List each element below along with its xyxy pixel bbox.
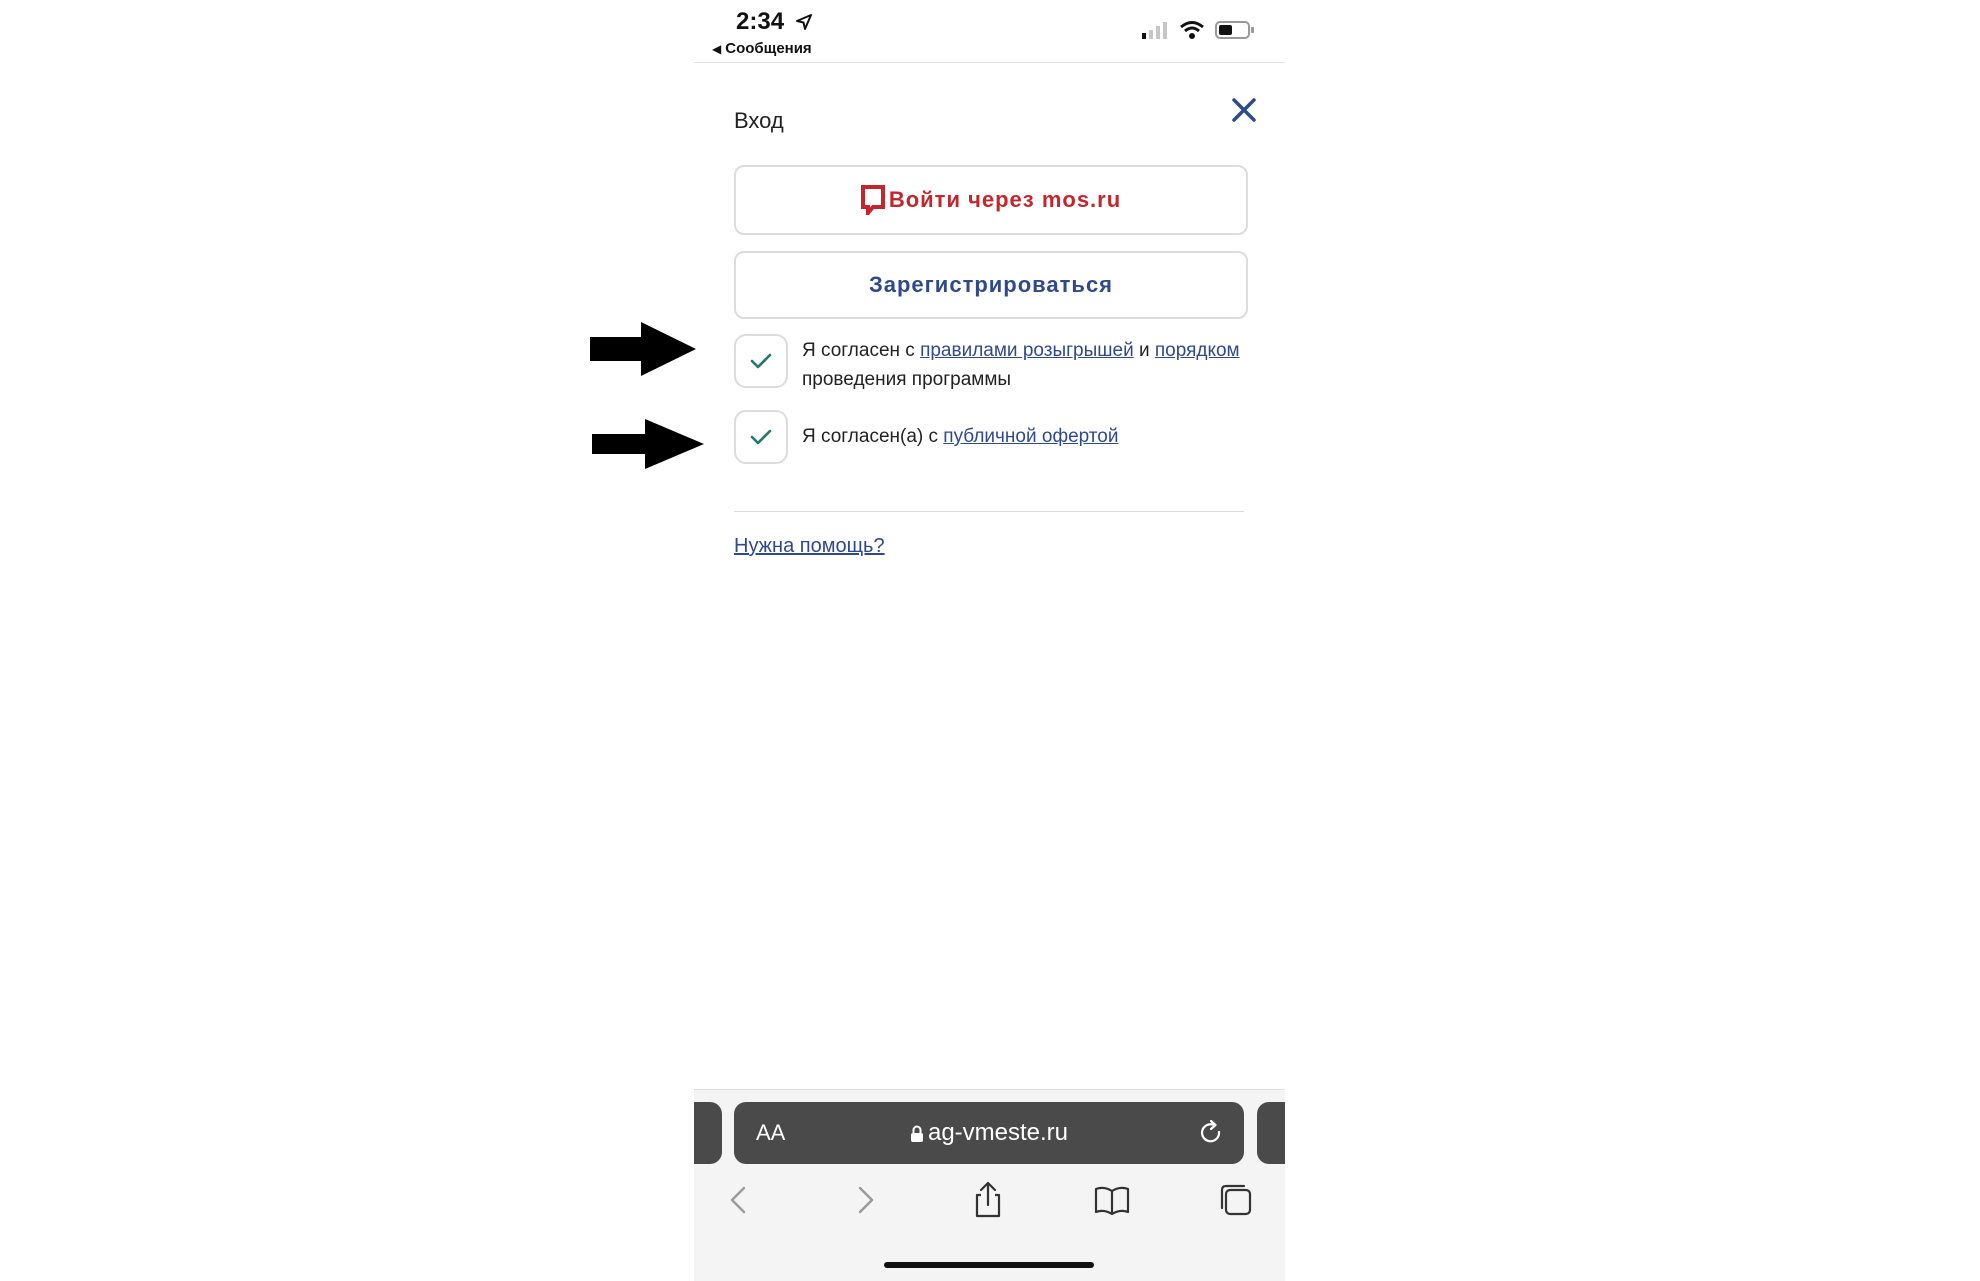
consent-offer-checkbox[interactable]: [734, 410, 788, 464]
consent-offer-before: Я согласен(а) с: [802, 426, 944, 447]
url-display[interactable]: [734, 1119, 1244, 1147]
rules-link[interactable]: правилами розыгрышей: [920, 340, 1134, 361]
url-text: ag-vmeste.ru: [927, 1119, 1069, 1146]
order-link[interactable]: порядком: [1154, 340, 1240, 361]
back-triangle-icon: ◀: [712, 42, 722, 56]
checkmark-icon: [749, 427, 773, 447]
consent-rules-row: [734, 334, 1242, 394]
status-bar: [694, 0, 1285, 63]
consent-rules-middle: и: [1133, 340, 1155, 361]
wifi-icon: [1179, 20, 1205, 40]
forward-chevron-icon[interactable]: [844, 1180, 884, 1220]
consent-rules-before: Я согласен с: [802, 340, 921, 361]
address-bar[interactable]: [734, 1102, 1244, 1164]
cellular-signal-icon: [1141, 21, 1169, 39]
browser-bottom-bar: [694, 1089, 1285, 1281]
register-label: Зарегистрироваться: [868, 272, 1114, 297]
reload-icon[interactable]: [1196, 1118, 1226, 1148]
reader-settings-button[interactable]: AA: [756, 1120, 786, 1145]
consent-rules-text: [802, 336, 1242, 394]
consent-rules-after: проведения программы: [802, 369, 1012, 390]
location-arrow-icon: [794, 12, 814, 32]
modal-title: Вход: [734, 108, 784, 133]
lock-icon: [910, 1125, 924, 1143]
tabs-icon[interactable]: [1216, 1180, 1256, 1220]
consent-offer-text: [802, 422, 1118, 451]
divider: [734, 511, 1244, 512]
battery-icon: [1215, 20, 1255, 40]
mos-logo-icon: [861, 185, 885, 215]
public-offer-link[interactable]: публичной офертой: [943, 426, 1119, 447]
phone-screen: [694, 0, 1285, 1280]
home-indicator: [884, 1262, 1094, 1268]
next-tab-preview[interactable]: [1257, 1102, 1285, 1164]
login-mos-button[interactable]: [734, 165, 1248, 235]
consent-rules-checkbox[interactable]: [734, 334, 788, 388]
annotation-arrow-icon: [588, 320, 698, 378]
register-button[interactable]: [734, 251, 1248, 319]
browser-toolbar: [694, 1180, 1285, 1240]
annotation-arrow-icon: [590, 417, 706, 471]
back-to-messages[interactable]: [712, 40, 812, 57]
checkmark-icon: [749, 351, 773, 371]
consent-offer-row: [734, 410, 1118, 464]
previous-tab-preview[interactable]: [694, 1102, 722, 1164]
status-icons: [1141, 20, 1255, 40]
bookmarks-icon[interactable]: [1092, 1180, 1132, 1220]
back-label: Сообщения: [725, 40, 812, 57]
status-time: 2:34: [736, 8, 785, 35]
help-link[interactable]: Нужна помощь?: [734, 535, 885, 557]
login-mos-label: Войти через mos.ru: [888, 187, 1122, 212]
share-icon[interactable]: [968, 1180, 1008, 1220]
close-icon[interactable]: [1228, 94, 1260, 126]
back-chevron-icon[interactable]: [720, 1180, 760, 1220]
